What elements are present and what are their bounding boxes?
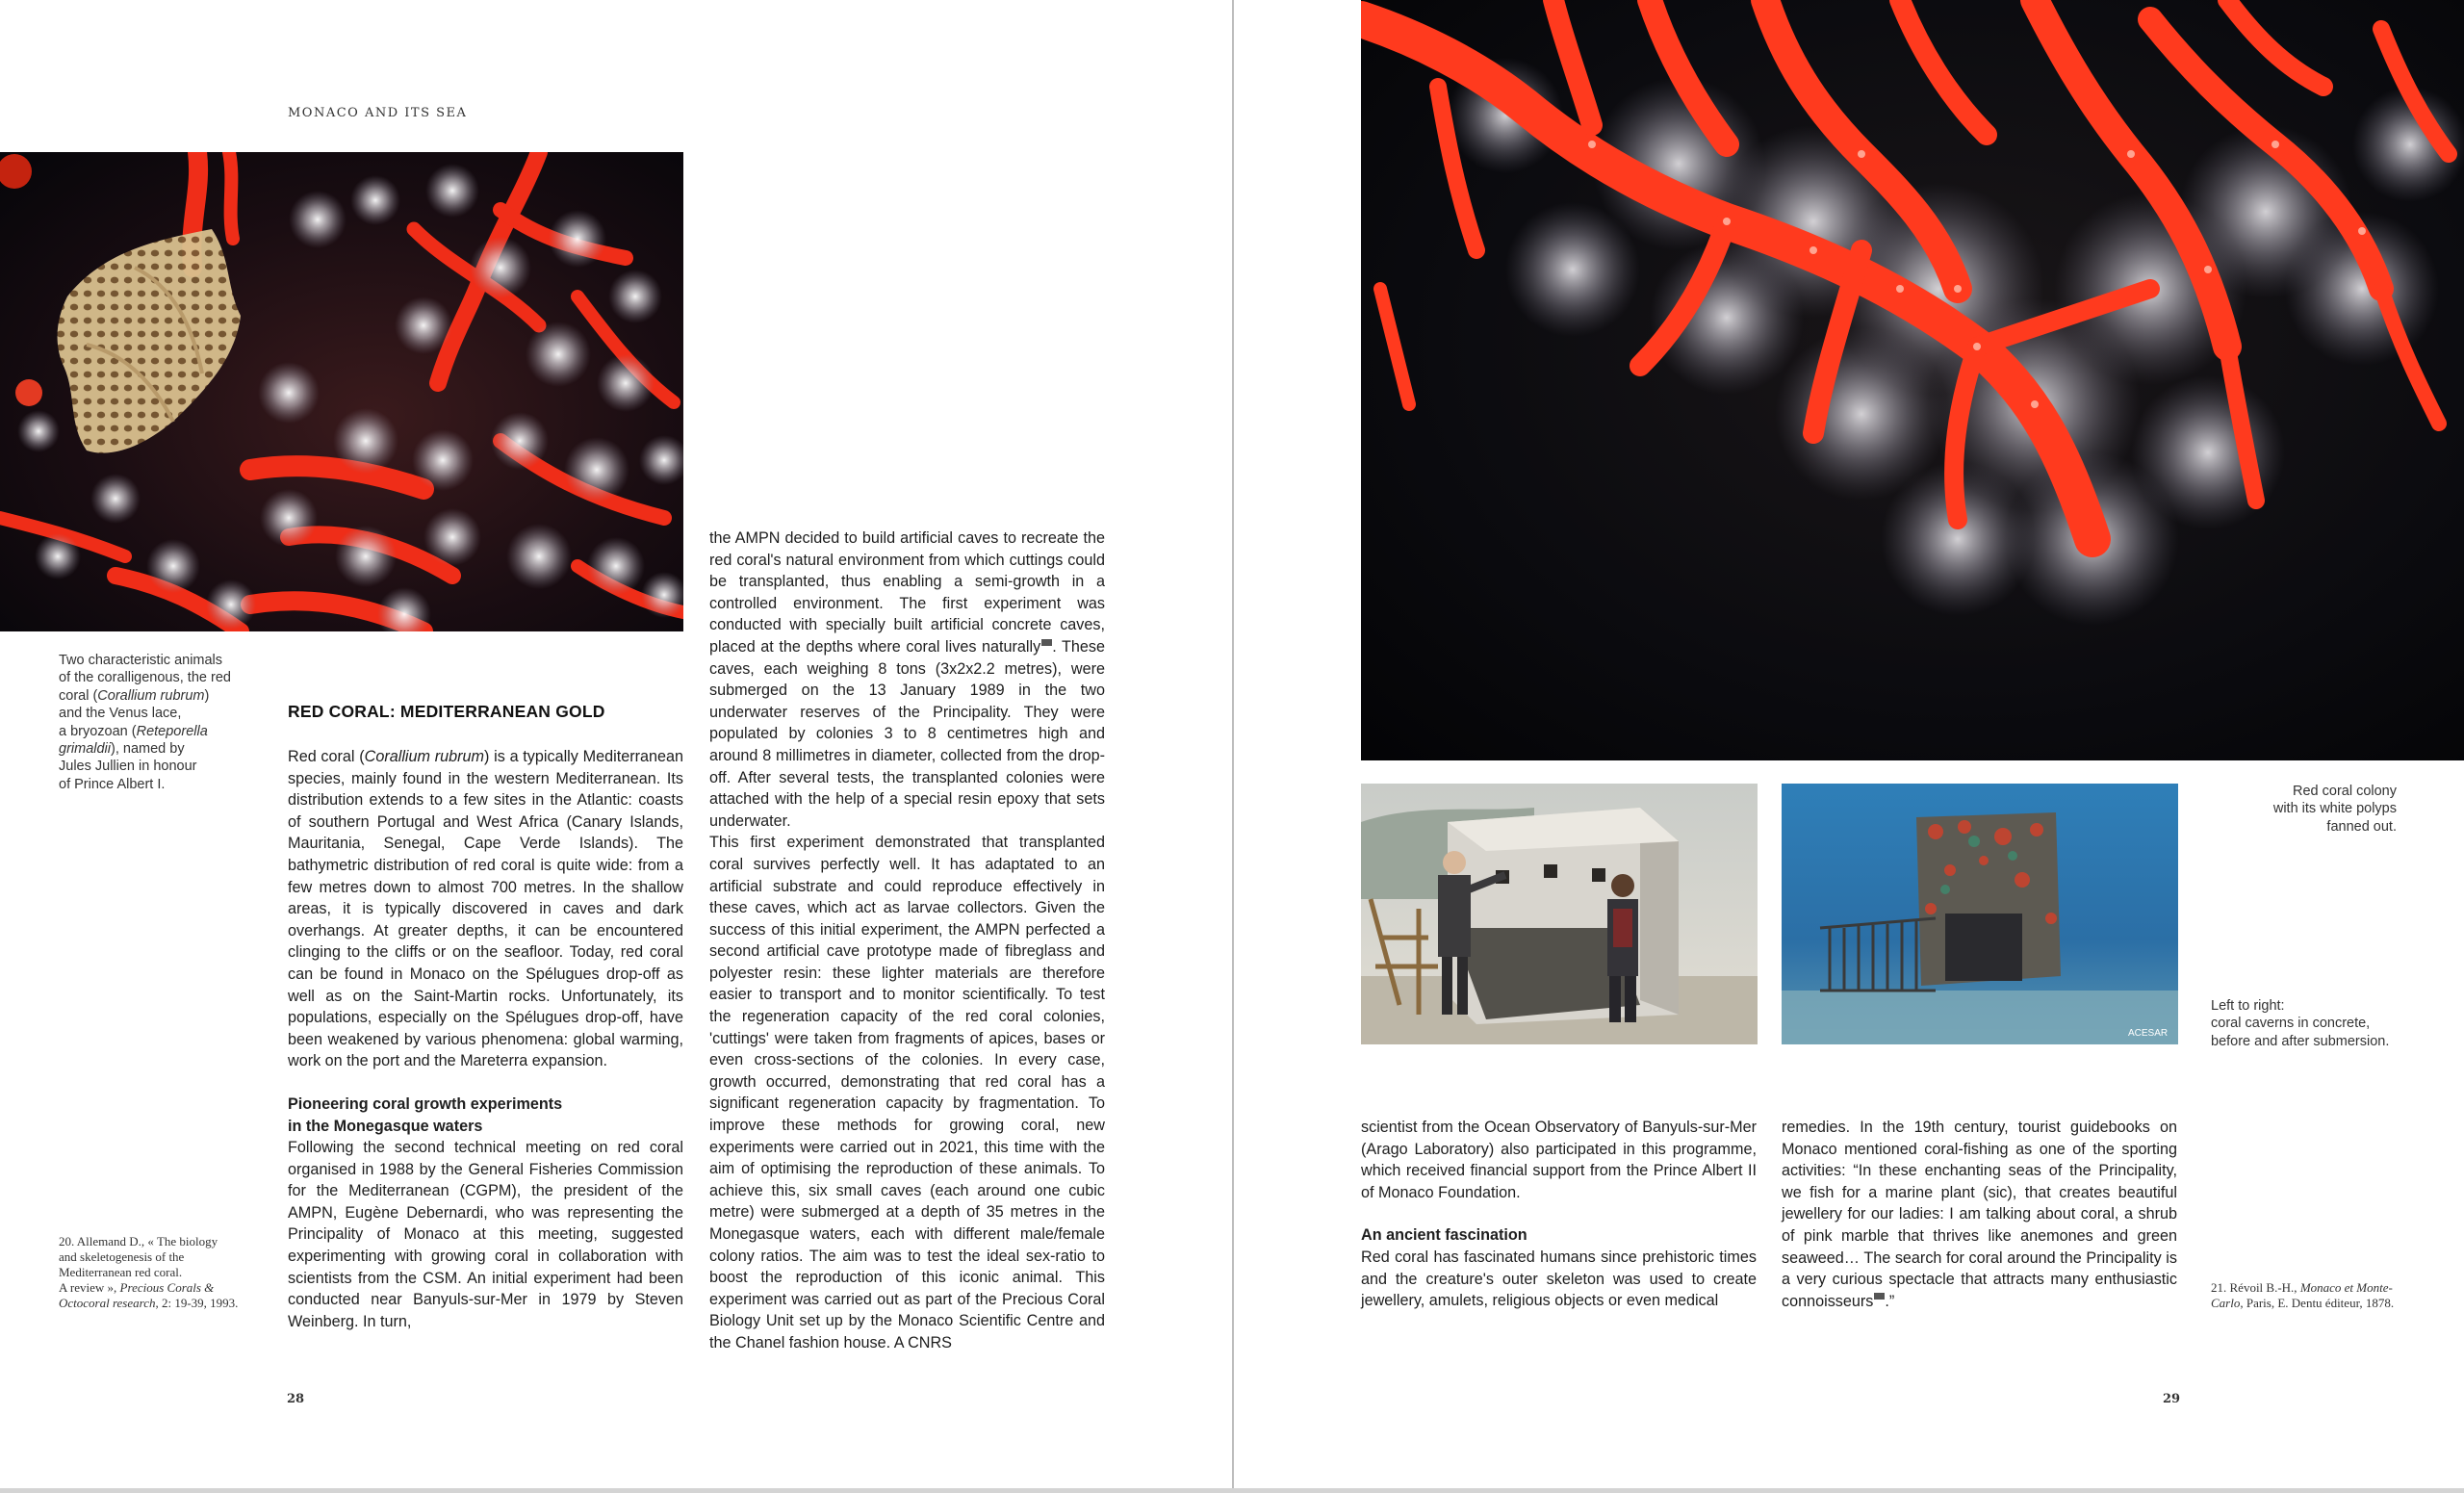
red-coral-colony-photo: [1361, 0, 2464, 760]
left-page-column-2: [709, 528, 1105, 1354]
coral-caverns-caption: Left to right: coral caverns in concrete, before and after submersion.: [2211, 998, 2390, 1049]
intro-paragraph: Red coral (Corallium rubrum) is a typically Mediterranean species, mainly found in the western Mediterranean. Its distribution extends to a few sites in the Atlantic: coasts of southern Portugal and West Africa (Canary Islands, Mauritania, Senegal, Cape Verde Islands). The bathymetric distribution of red coral is quite wide: from a few metres down to almost 700 metres. In the shallow areas, it is typically discovered in caves and dark overhangs. At greater depths, it can be encountered clinging to the cliffs or on the seafloor. Today, red coral can be found in Monaco on the Spélugues drop-off as well as on the Saint-Martin rocks. Unfortunately, its populations, especially on the Spélugues drop-off, have been weakened by various phenomena: global warming, work on the port and the Mareterra expansion.: [288, 748, 683, 1070]
coral-photo-caption: Two characteristic animals of the coralligenous, the red coral (Corallium rubrum) and the Venus lace, a bryozoan (Reteporella grimaldii), named by Jules Jullien in honour of Prince Albert I.: [59, 653, 231, 792]
footnote-20: 20. Allemand D., « The biology and skeletogenesis of the Mediterranean red coral. A review », Precious Corals & Octocoral research, 2: 19-39, 1993.: [59, 1234, 239, 1310]
page-number-right: 29: [2163, 1392, 2181, 1406]
footnote-21: 21. Révoil B.-H., Monaco et Monte- Carlo, Paris, E. Dentu éditeur, 1878.: [2211, 1280, 2395, 1310]
coral-and-bryozoan-photo: [0, 152, 683, 631]
footnote-marker-20: [1041, 639, 1052, 646]
paragraph-first-experiment: This first experiment demonstrated that transplanted coral survives perfectly well. It has adaptated to an artificial substrate and could reproduce effectively in these caves, which act as larvae collectors. Given the success of this initial experiment, the AMPN perfected a second artificial cave prototype made of fibreglass and polyester resin: these lighter materials are therefore easier to transport and to monitor scientifically. To test the regeneration capacity of the red coral colonies, 'cuttings' were taken from fragments of apices, bases or even cross-sections of the colonies. In every case, growth occurred, demonstrating that red coral has a significant regeneration capacity by fragmentation. To improve these methods for growing coral, new experiments were carried out in 2021, this time with the aim of optimising the reproduction of these animals. To achieve this, six small caves (each around one cubic metre) were submerged at a depth of 35 metres in the Monegasque waters, each with different male/female colony ratios. The aim was to test the ideal sex-ratio to boost the reproduction of this iconic animal. This experiment was carried out as part of the Precious Coral Biology Unit set up by the Monaco Scientific Centre and the Chanel fashion house. A CNRS: [709, 834, 1105, 1351]
paragraph-technical-meeting: Following the second technical meeting on red coral organised in 1988 by the General Fisheries Commission for the Mediterranean (CGPM), the president of the AMPN, Eugène Debernardi, who was representing the Principality of Monaco at this meeting, suggested experimenting with growing coral in collaboration with scientists from the CSM. An initial experiment had been conducted near Banyuls-sur-Mer in 1979 by Steven Weinberg. In turn,: [288, 1139, 683, 1330]
right-page-column-1: [1361, 1117, 1757, 1312]
subheading-ancient-fascination: An ancient fascination: [1361, 1226, 1527, 1245]
coral-colony-caption: Red coral colony with its white polyps fanned out.: [2272, 784, 2397, 835]
paragraph-guidebooks: remedies. In the 19th century, tourist guidebooks on Monaco mentioned coral-fishing as one of the sporting activities: “In these enchanting seas of the Principality, we fish for a marine plant (sic), that creates beautiful jewellery for our ladies: I am talking about coral, a shrub of pink marble that thrives like anemones and green seaweed… The search for coral around the Principality is a very curious spectacle that attracts many enthusiastic connoisseurs .”: [1782, 1119, 2177, 1310]
page-number-left: 28: [287, 1392, 305, 1406]
submerged-cave-photo: [1782, 784, 2178, 1044]
running-head: MONACO AND ITS SEA: [288, 106, 468, 120]
bottom-edge-rule: [0, 1488, 2464, 1493]
photo-credit: ACESAR: [2128, 1028, 2169, 1039]
paragraph-ancient-fascination: Red coral has fascinated humans since prehistoric times and the creature's outer skeleton was used to create jewellery, amulets, religious objects or even medical: [1361, 1248, 1757, 1310]
left-page-column-1: [288, 746, 683, 1332]
concrete-cave-photo: [1361, 784, 1758, 1044]
section-heading: RED CORAL: MEDITERRANEAN GOLD: [288, 702, 605, 721]
page-gutter-divider: [1232, 0, 1234, 1493]
subheading-coral-growth: Pioneering coral growth experiments in the Monegasque waters: [288, 1094, 563, 1135]
footnote-marker-21: [1874, 1293, 1885, 1300]
paragraph-artificial-caves: the AMPN decided to build artificial caves to recreate the red coral's natural environment from which cuttings could be transplanted, thus enabling a semi-growth in a controlled environment. The first experiment was conducted with specially built artificial concrete caves, placed at the depths where coral lives naturally . These caves, each weighing 8 tons (3x2x2.2 metres), were submerged on the 13 January 1989 in the two underwater reserves of the Principality. They were populated by colonies 3 to 8 centimetres high and around 8 millimetres in diameter, collected from the drop-off. After several tests, the transplanted colonies were attached with the help of a special resin epoxy that sets underwater.: [709, 529, 1105, 830]
paragraph-cnrs-scientist: scientist from the Ocean Observatory of Banyuls-sur-Mer (Arago Laboratory) also participated in this programme, which received financial support from the Prince Albert II of Monaco Foundation.: [1361, 1119, 1757, 1201]
right-page-column-2: [1782, 1117, 2177, 1312]
